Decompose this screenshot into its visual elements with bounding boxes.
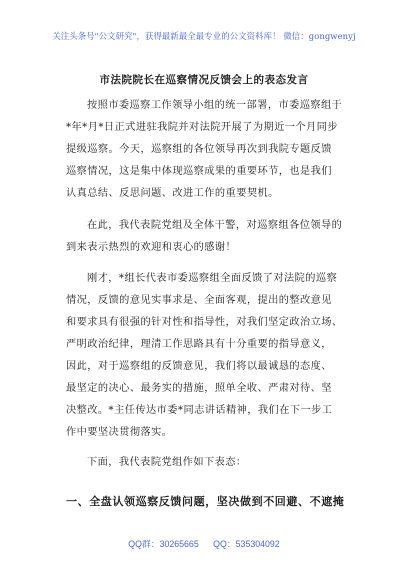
text-line: *年*月*日正式进驻我院并对法院开展了为期近一个月同步 [66, 122, 338, 133]
text-line: 决整改。*主任传达市委*同志讲话精神，我们在下一步工 [66, 405, 333, 416]
text-line: 作中要坚决贯彻落实。 [66, 427, 173, 438]
footer-contact [0, 537, 408, 550]
text-line: 和要求具有很强的针对性和指导性，对我们坚定政治立场、 [66, 317, 343, 328]
document-title: 市法院院长在巡察情况反馈会上的表态发言 [99, 74, 309, 86]
text-line: 按照市委巡察工作领导小组的统一部署，市委巡察组于 [87, 100, 343, 111]
header-promo: 关注头条号"公文研究"，获得最新最全最专业的公文资料库！ 微信：gongwenyj [52, 31, 356, 41]
text-line: 提级巡察。今天，巡察组的各位领导再次到我院专题反馈 [66, 144, 332, 155]
text-line: 情况，反馈的意见实事求是、全面客观，提出的整改意见 [66, 295, 332, 306]
text-line: 在此，我代表院党组及全体干警，对巡察组各位领导的 [87, 220, 343, 231]
text-line: 因此，对于巡察组的反馈意见，我们将以最诚恳的态度、 [66, 361, 332, 372]
qq-group: QQ群：30265665 [128, 539, 199, 549]
text-line: 巡察情况，这是集中体现巡察成果的重要环节，也是我们 [66, 166, 332, 177]
section-heading-one: 一、全盘认领巡察反馈问题，坚决做到不回避、不遮掩 [66, 495, 345, 508]
text-line: 严明政治纪律，理清工作思路具有十分重要的指导意义， [66, 339, 332, 350]
text-line: 最坚定的决心、最务实的措施，照单全收、严肃对待、坚 [66, 383, 332, 394]
text-line: 认真总结、反思问题、改进工作的重要契机。 [66, 188, 279, 199]
text-line: 到来表示热烈的欢迎和衷心的感谢！ [66, 242, 237, 253]
qq-number: QQ：535304092 [213, 539, 280, 549]
text-line: 下面，我代表院党组作如下表态： [87, 457, 247, 468]
text-line: 刚才，*组长代表市委巡察组全面反馈了对法院的巡察 [87, 273, 338, 284]
